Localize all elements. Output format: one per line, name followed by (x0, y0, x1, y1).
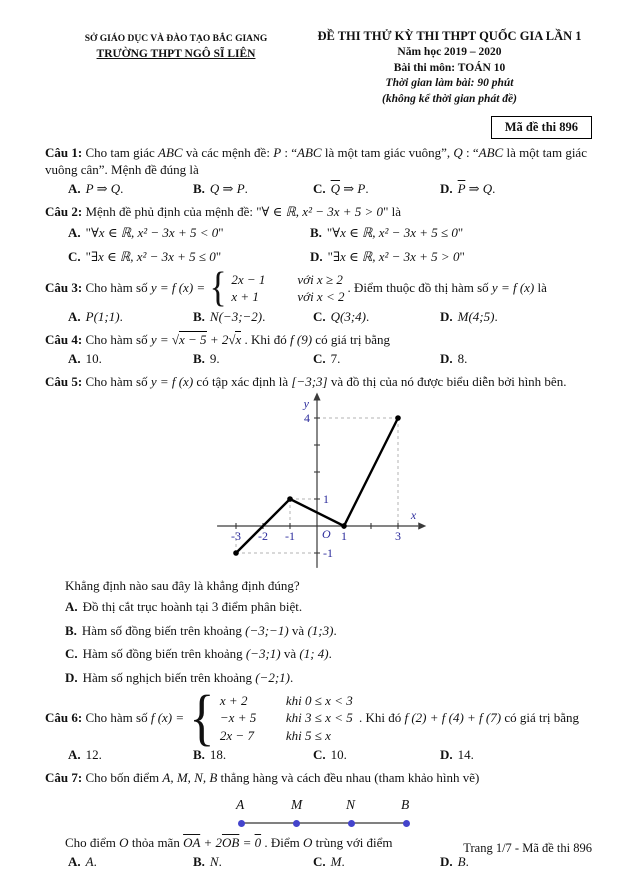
left-brace: { (209, 264, 227, 311)
point-dot-B (403, 820, 410, 827)
question-7-stem2: Cho điểm O thỏa mãn $\overline{OA} + 2\overline{OB} = 0$ . Điểm O trùng với điểm (65, 834, 393, 850)
option-d: D. 8. (440, 351, 468, 367)
option-b: B. 18. (193, 747, 227, 763)
point-dot-A (238, 820, 245, 827)
option-b: B. N. (193, 854, 222, 870)
question-5-prompt: Khẳng định nào sau đây là khẳng định đúng? (65, 578, 300, 594)
exam-header (45, 28, 592, 107)
exam-subject: Bài thi môn: TOÁN 10 (393, 61, 506, 74)
department-name: SỞ GIÁO DỤC VÀ ĐÀO TẠO BẮC GIANG (84, 34, 268, 44)
question-4-options (45, 351, 592, 368)
option-a: A. P(1;1). (68, 308, 123, 324)
question-2-text: Mệnh đề phủ định của mệnh đề: "∀ ∈ ℝ, x² − 3x + 5 > 0" là (85, 203, 402, 219)
option-a: A. "∀x ∈ ℝ, x² − 3x + 5 < 0" (68, 225, 224, 241)
question-1-text: Cho tam giác ABC và các mệnh đề: P : “ABC là một tam giác vuông”, Q : “ABC là một tam giác vuông cân”. Mệnh đề đúng là (45, 144, 587, 177)
option-a: A. P ⇒ Q. (68, 181, 124, 197)
exam-duration: Thời gian làm bài: 90 phút (385, 77, 514, 90)
question-6-stem: Câu 6: Cho hàm số f (x) = { x + 2 khi 0 ≤ x < 3 −x + 5 khi 3 ≤ x < 5 2x − 7 khi 5 ≤ x . Khi đó f (2) + f (4) + f (7) có giá trị bằng (45, 683, 580, 752)
svg-text:3: 3 (395, 529, 401, 544)
question-5-text: Cho hàm số y = f (x) có tập xác định là [−3;3] và đồ thị của nó được biểu diễn bởi hình bên. (85, 373, 567, 389)
option-c: C. Q(3;4). (313, 308, 370, 324)
option-a: A. 10. (68, 351, 102, 367)
option-c: C. $\overline{Q}$ ⇒ P. (313, 181, 369, 197)
exam-code-box: Mã đề thi 896 (491, 116, 592, 139)
option-c: C. Hàm số đồng biến trên khoảng (−3;1) và (1; 4). (65, 646, 332, 662)
left-brace: { (189, 683, 215, 752)
question-6-label: Câu 6: (45, 709, 83, 725)
svg-text:-1: -1 (323, 546, 333, 561)
question-3 (45, 264, 592, 326)
option-b: B. 9. (193, 351, 220, 367)
question-7-text: Cho bốn điểm A, M, N, B thẳng hàng và cách đều nhau (tham khảo hình vẽ) (85, 770, 480, 785)
question-7-label: Câu 7: (45, 770, 83, 785)
page-footer: Trang 1/7 - Mã đề thi 896 (463, 841, 592, 855)
q5-function-graph (205, 392, 592, 578)
question-6 (45, 683, 592, 765)
question-4-text: Cho hàm số y = √x − 5 + 2√x . Khi đó f (9) có giá trị bằng (85, 331, 391, 347)
option-b: B. Q ⇒ P. (193, 181, 248, 197)
option-d: D. 14. (440, 747, 474, 763)
option-a: A. 12. (68, 747, 102, 763)
question-3-stem: Câu 3: Cho hàm số y = f (x) = { 2x − 1 với x ≥ 2 x + 1 với x < 2 . Điểm thuộc đồ thị hàm số y = f (x) là (45, 264, 547, 311)
option-b: B. Hàm số đồng biến trên khoảng (−3;−1) và (1;3). (65, 622, 337, 638)
point-dot-N (348, 820, 355, 827)
svg-text:y: y (303, 396, 309, 411)
piecewise-function: { x + 2 khi 0 ≤ x < 3 −x + 5 khi 3 ≤ x < 5 2x − 7 khi 5 ≤ x (189, 683, 353, 752)
option-a: A. Đồ thị cắt trục hoành tại 3 điểm phân biệt. (65, 599, 303, 614)
point-label-N: N (346, 797, 356, 813)
option-d: D. B. (440, 854, 469, 870)
option-a: A. A. (68, 854, 97, 870)
exam-title-block (307, 28, 592, 107)
question-2 (45, 204, 592, 266)
question-1-stem (45, 145, 592, 178)
svg-text:O: O (322, 527, 331, 542)
option-c: C. 10. (313, 747, 347, 763)
svg-text:4: 4 (304, 411, 310, 426)
question-1 (45, 145, 592, 198)
question-3-options (45, 309, 592, 326)
question-5-stem (45, 374, 592, 391)
option-d: D. M(4;5). (440, 308, 498, 324)
question-4-stem (45, 332, 592, 349)
piecewise-function: { 2x − 1 với x ≥ 2 x + 1 với x < 2 (209, 264, 345, 311)
exam-title: ĐỀ THI THỬ KỲ THI THPT QUỐC GIA LẦN 1 (317, 29, 582, 43)
svg-text:1: 1 (341, 529, 347, 544)
segment-line (241, 822, 407, 824)
svg-text:-2: -2 (258, 529, 268, 544)
svg-text:x: x (410, 508, 417, 523)
question-5-label: Câu 5: (45, 373, 83, 389)
question-2-label: Câu 2: (45, 203, 83, 219)
question-2-options (45, 225, 592, 265)
svg-text:-3: -3 (231, 529, 241, 544)
option-c: C. M. (313, 854, 345, 870)
question-7-stem (45, 770, 592, 787)
point-label-M: M (291, 797, 303, 813)
option-c: C. "∃x ∈ ℝ, x² − 3x + 5 ≤ 0" (68, 249, 222, 264)
question-4-label: Câu 4: (45, 331, 83, 347)
question-6-options (45, 747, 592, 764)
question-1-options (45, 181, 592, 198)
option-b: B. N(−3;−2). (193, 308, 266, 324)
svg-text:1: 1 (323, 492, 329, 507)
question-3-label: Câu 3: (45, 279, 83, 295)
school-year: Năm học 2019 – 2020 (397, 46, 502, 58)
question-2-stem (45, 204, 592, 221)
question-7-options (45, 854, 592, 871)
point-label-A: A (236, 797, 245, 813)
svg-text:-1: -1 (285, 529, 295, 544)
question-5 (45, 374, 592, 687)
point-label-B: B (401, 797, 410, 813)
exam-code-row (45, 116, 592, 139)
option-c: C. 7. (313, 351, 341, 367)
issuer-block (45, 28, 307, 62)
option-d: D. $\overline{P}$ ⇒ Q. (440, 181, 496, 197)
question-4 (45, 332, 592, 368)
exam-duration-note: (không kể thời gian phát đề) (382, 93, 517, 106)
school-name: TRƯỜNG THPT NGÔ SĨ LIÊN (96, 48, 256, 61)
point-dot-M (293, 820, 300, 827)
collinear-points-figure (238, 791, 410, 833)
question-1-label: Câu 1: (45, 144, 83, 160)
option-d: D. Hàm số nghịch biến trên khoảng (−2;1). (65, 669, 294, 685)
option-d: D. "∃x ∈ ℝ, x² − 3x + 5 > 0" (310, 249, 465, 264)
option-b: B. "∀x ∈ ℝ, x² − 3x + 5 ≤ 0" (310, 225, 464, 241)
